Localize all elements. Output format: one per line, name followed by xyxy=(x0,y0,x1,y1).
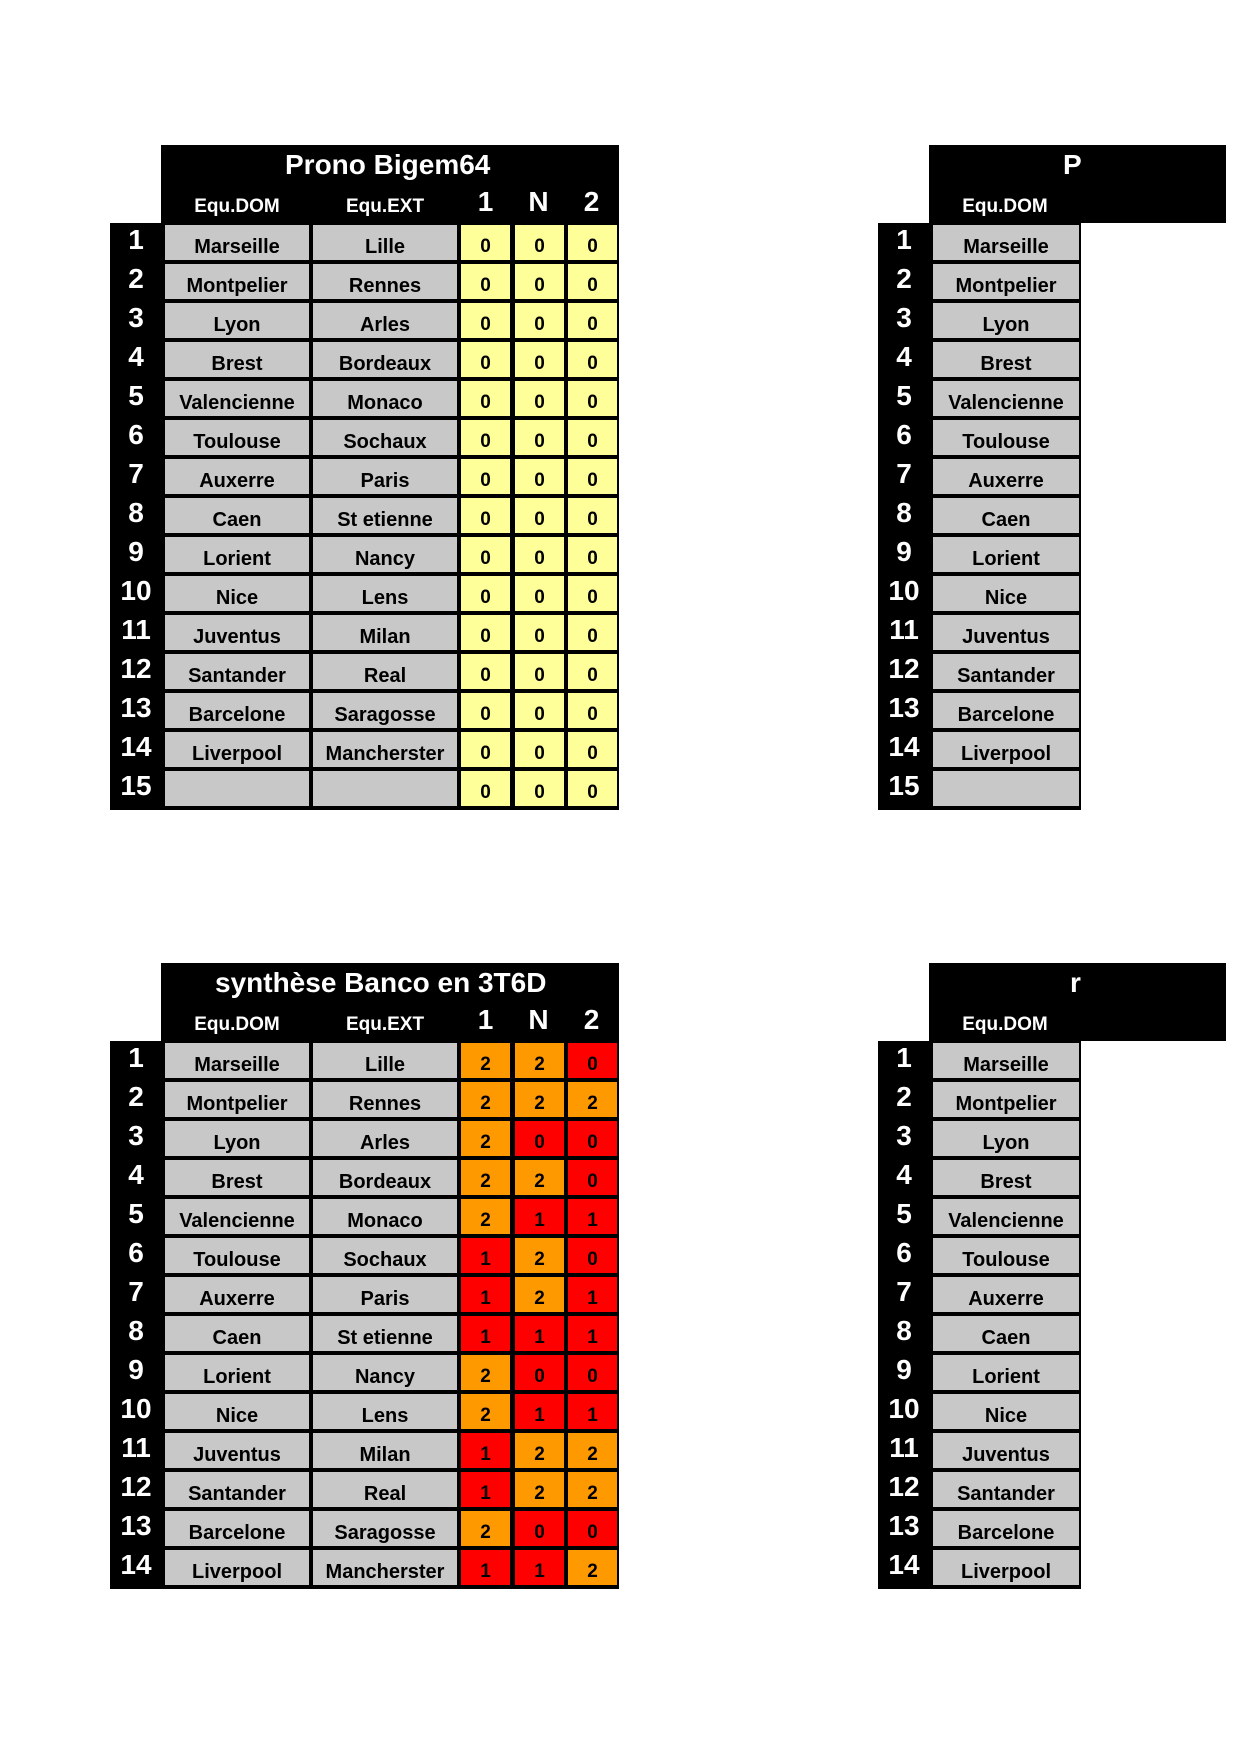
score-cell: 0 xyxy=(566,301,619,340)
home-team-cell: Valencienne xyxy=(931,379,1081,418)
score-cell: 0 xyxy=(513,1353,566,1392)
row-number: 7 xyxy=(878,1275,930,1314)
score-cell: 0 xyxy=(566,535,619,574)
score-cell: 2 xyxy=(566,1080,619,1119)
home-team-cell: Lorient xyxy=(931,1353,1081,1392)
partial-row xyxy=(0,1197,1241,1236)
score-cell: 0 xyxy=(513,769,566,808)
away-team-cell: Milan xyxy=(311,1431,459,1470)
home-team-cell: Brest xyxy=(931,1158,1081,1197)
score-cell: 2 xyxy=(566,1548,619,1587)
score-cell: 1 xyxy=(459,1470,512,1509)
score-cell: 0 xyxy=(459,574,512,613)
partial-row xyxy=(0,1275,1241,1314)
row-number: 3 xyxy=(110,301,162,340)
away-team-cell: Lens xyxy=(311,574,459,613)
score-cell: 1 xyxy=(459,1236,512,1275)
row-number: 4 xyxy=(878,340,930,379)
away-team-cell: Monaco xyxy=(311,1197,459,1236)
score-cell: 0 xyxy=(566,418,619,457)
score-cell: 1 xyxy=(459,1548,512,1587)
score-cell: 2 xyxy=(513,1080,566,1119)
home-team-cell: Santander xyxy=(163,652,311,691)
row-number: 14 xyxy=(878,1548,930,1587)
home-team-cell: Santander xyxy=(931,652,1081,691)
home-team-cell: Toulouse xyxy=(931,418,1081,457)
score-cell: 2 xyxy=(513,1470,566,1509)
partial-row xyxy=(0,769,1241,808)
away-team-cell: Saragosse xyxy=(311,691,459,730)
home-team-cell: Montpelier xyxy=(931,262,1081,301)
home-team-cell: Lyon xyxy=(931,1119,1081,1158)
away-team-cell: Milan xyxy=(311,613,459,652)
row-number: 9 xyxy=(110,1353,162,1392)
score-cell: 1 xyxy=(513,1548,566,1587)
score-cell: 0 xyxy=(566,1509,619,1548)
score-cell: 1 xyxy=(566,1314,619,1353)
row-number: 13 xyxy=(878,691,930,730)
partial-row xyxy=(0,340,1241,379)
score-cell: 1 xyxy=(513,1392,566,1431)
row-number: 2 xyxy=(878,262,930,301)
away-team-cell: St etienne xyxy=(311,496,459,535)
row-number: 10 xyxy=(878,1392,930,1431)
score-cell: 1 xyxy=(459,1275,512,1314)
partial-column-home-team: Equ.DOM xyxy=(962,196,1048,217)
home-team-cell: Juventus xyxy=(931,1431,1081,1470)
away-team-cell: Lens xyxy=(311,1392,459,1431)
score-cell: 0 xyxy=(513,613,566,652)
score-cell: 2 xyxy=(513,1236,566,1275)
table-title: synthèse Banco en 3T6D xyxy=(215,967,547,998)
partial-row xyxy=(0,457,1241,496)
partial-row xyxy=(0,1392,1241,1431)
partial-row xyxy=(0,223,1241,262)
score-cell: 2 xyxy=(459,1158,512,1197)
partial-row xyxy=(0,1548,1241,1587)
away-team-cell: Lille xyxy=(311,1041,459,1080)
row-number: 2 xyxy=(110,1080,162,1119)
score-cell: 0 xyxy=(459,301,512,340)
score-cell: 0 xyxy=(566,1119,619,1158)
away-team-cell: Saragosse xyxy=(311,1509,459,1548)
score-cell: 1 xyxy=(513,1314,566,1353)
home-team-cell: Nice xyxy=(163,1392,311,1431)
partial-row xyxy=(0,1314,1241,1353)
score-cell: 0 xyxy=(513,340,566,379)
score-cell: 0 xyxy=(513,691,566,730)
home-team-cell: Nice xyxy=(163,574,311,613)
column-home-team: Equ.DOM xyxy=(194,196,280,217)
row-number: 5 xyxy=(878,1197,930,1236)
partial-header-right xyxy=(1081,963,1226,1041)
partial-title-fragment: P xyxy=(1063,149,1082,180)
home-team-cell: Juventus xyxy=(163,613,311,652)
score-cell: 0 xyxy=(513,1119,566,1158)
partial-row xyxy=(0,574,1241,613)
score-cell: 0 xyxy=(459,652,512,691)
partial-row xyxy=(0,1158,1241,1197)
home-team-cell: Liverpool xyxy=(163,730,311,769)
score-cell: 0 xyxy=(566,223,619,262)
table-title: Prono Bigem64 xyxy=(285,149,491,180)
score-cell: 0 xyxy=(459,691,512,730)
score-cell: 0 xyxy=(513,379,566,418)
away-team-cell: Arles xyxy=(311,301,459,340)
home-team-cell: Caen xyxy=(163,496,311,535)
row-number: 12 xyxy=(878,1470,930,1509)
column-n: N xyxy=(528,1004,549,1035)
score-cell: 1 xyxy=(459,1431,512,1470)
row-number: 2 xyxy=(110,262,162,301)
column-2: 2 xyxy=(583,186,600,217)
home-team-cell: Toulouse xyxy=(163,418,311,457)
row-number: 15 xyxy=(110,769,162,808)
score-cell: 2 xyxy=(459,1353,512,1392)
home-team-cell: Caen xyxy=(931,1314,1081,1353)
partial-row xyxy=(0,301,1241,340)
score-cell: 2 xyxy=(459,1041,512,1080)
away-team-cell: Mancherster xyxy=(311,1548,459,1587)
home-team-cell: Marseille xyxy=(931,223,1081,262)
partial-row xyxy=(0,1041,1241,1080)
row-number: 11 xyxy=(110,1431,162,1470)
row-number: 5 xyxy=(878,379,930,418)
row-number: 5 xyxy=(110,1197,162,1236)
home-team-cell: Lorient xyxy=(163,1353,311,1392)
home-team-cell: Nice xyxy=(931,1392,1081,1431)
score-cell: 0 xyxy=(513,262,566,301)
score-cell: 0 xyxy=(566,769,619,808)
home-team-cell: Lyon xyxy=(163,1119,311,1158)
partial-row xyxy=(0,1431,1241,1470)
row-number: 8 xyxy=(878,1314,930,1353)
away-team-cell: Nancy xyxy=(311,535,459,574)
partial-row xyxy=(0,1470,1241,1509)
home-team-cell: Nice xyxy=(931,574,1081,613)
home-team-cell: Liverpool xyxy=(931,730,1081,769)
partial-row xyxy=(0,262,1241,301)
row-number: 9 xyxy=(878,535,930,574)
row-number: 14 xyxy=(110,730,162,769)
score-cell: 0 xyxy=(459,379,512,418)
score-cell: 1 xyxy=(459,1314,512,1353)
home-team-cell: Liverpool xyxy=(931,1548,1081,1587)
score-cell: 2 xyxy=(459,1509,512,1548)
home-team-cell: Toulouse xyxy=(163,1236,311,1275)
column-n: N xyxy=(528,186,549,217)
home-team-cell: Brest xyxy=(163,340,311,379)
row-number: 6 xyxy=(110,1236,162,1275)
score-cell: 0 xyxy=(566,652,619,691)
home-team-cell: Barcelone xyxy=(931,1509,1081,1548)
home-team-cell: Auxerre xyxy=(931,1275,1081,1314)
row-number: 1 xyxy=(110,1041,162,1080)
score-cell: 0 xyxy=(566,1236,619,1275)
score-cell: 0 xyxy=(513,535,566,574)
home-team-cell xyxy=(931,769,1081,808)
away-team-cell: Rennes xyxy=(311,1080,459,1119)
partial-row xyxy=(0,496,1241,535)
away-team-cell: Mancherster xyxy=(311,730,459,769)
score-cell: 0 xyxy=(566,574,619,613)
home-team-cell: Barcelone xyxy=(931,691,1081,730)
score-cell: 0 xyxy=(566,457,619,496)
score-cell: 2 xyxy=(513,1275,566,1314)
row-number: 9 xyxy=(110,535,162,574)
row-number: 14 xyxy=(110,1548,162,1587)
home-team-cell: Brest xyxy=(163,1158,311,1197)
row-number: 7 xyxy=(110,457,162,496)
away-team-cell: Paris xyxy=(311,457,459,496)
away-team-cell: Sochaux xyxy=(311,418,459,457)
row-number: 6 xyxy=(878,1236,930,1275)
home-team-cell: Marseille xyxy=(163,223,311,262)
column-home-team: Equ.DOM xyxy=(194,1014,280,1035)
away-team-cell: Rennes xyxy=(311,262,459,301)
score-cell: 0 xyxy=(459,457,512,496)
score-cell: 0 xyxy=(566,496,619,535)
row-number: 4 xyxy=(110,1158,162,1197)
away-team-cell: Monaco xyxy=(311,379,459,418)
home-team-cell: Juventus xyxy=(163,1431,311,1470)
away-team-cell: Paris xyxy=(311,1275,459,1314)
score-cell: 0 xyxy=(513,223,566,262)
score-cell: 0 xyxy=(513,1509,566,1548)
row-number: 11 xyxy=(878,1431,930,1470)
score-cell: 0 xyxy=(566,730,619,769)
row-number: 8 xyxy=(110,1314,162,1353)
score-cell: 0 xyxy=(513,457,566,496)
score-cell: 2 xyxy=(459,1197,512,1236)
home-team-cell: Lyon xyxy=(931,301,1081,340)
row-number: 13 xyxy=(110,1509,162,1548)
score-cell: 0 xyxy=(513,730,566,769)
home-team-cell: Valencienne xyxy=(163,379,311,418)
score-cell: 1 xyxy=(566,1392,619,1431)
column-1: 1 xyxy=(477,1004,494,1035)
score-cell: 0 xyxy=(459,418,512,457)
score-cell: 1 xyxy=(566,1275,619,1314)
row-number: 13 xyxy=(878,1509,930,1548)
score-cell: 2 xyxy=(566,1431,619,1470)
row-number: 7 xyxy=(110,1275,162,1314)
home-team-cell: Caen xyxy=(163,1314,311,1353)
away-team-cell: Bordeaux xyxy=(311,340,459,379)
partial-row xyxy=(0,1509,1241,1548)
table-header xyxy=(161,963,619,1043)
partial-row xyxy=(0,613,1241,652)
row-number: 4 xyxy=(110,340,162,379)
row-number: 5 xyxy=(110,379,162,418)
row-number: 7 xyxy=(878,457,930,496)
home-team-cell: Auxerre xyxy=(163,457,311,496)
row-number: 12 xyxy=(110,652,162,691)
row-number: 8 xyxy=(110,496,162,535)
home-team-cell: Barcelone xyxy=(163,1509,311,1548)
row-number: 10 xyxy=(878,574,930,613)
home-team-cell: Brest xyxy=(931,340,1081,379)
score-cell: 0 xyxy=(566,691,619,730)
home-team-cell: Lyon xyxy=(163,301,311,340)
home-team-cell: Santander xyxy=(931,1470,1081,1509)
score-cell: 0 xyxy=(459,535,512,574)
partial-title-fragment: r xyxy=(1070,967,1081,998)
home-team-cell: Toulouse xyxy=(931,1236,1081,1275)
column-away-team: Equ.EXT xyxy=(345,1014,425,1035)
partial-row xyxy=(0,1353,1241,1392)
away-team-cell: Real xyxy=(311,1470,459,1509)
score-cell: 2 xyxy=(513,1158,566,1197)
home-team-cell: Lorient xyxy=(931,535,1081,574)
away-team-cell: Arles xyxy=(311,1119,459,1158)
row-number: 10 xyxy=(110,574,162,613)
home-team-cell: Auxerre xyxy=(163,1275,311,1314)
score-cell: 0 xyxy=(459,613,512,652)
row-number: 1 xyxy=(110,223,162,262)
score-cell: 0 xyxy=(459,496,512,535)
away-team-cell: Sochaux xyxy=(311,1236,459,1275)
score-cell: 2 xyxy=(459,1119,512,1158)
score-cell: 0 xyxy=(566,340,619,379)
score-cell: 0 xyxy=(459,262,512,301)
partial-row xyxy=(0,1236,1241,1275)
row-number: 15 xyxy=(878,769,930,808)
home-team-cell: Marseille xyxy=(163,1041,311,1080)
score-cell: 0 xyxy=(459,730,512,769)
home-team-cell: Marseille xyxy=(931,1041,1081,1080)
partial-row xyxy=(0,730,1241,769)
score-cell: 0 xyxy=(513,496,566,535)
home-team-cell: Auxerre xyxy=(931,457,1081,496)
away-team-cell: Lille xyxy=(311,223,459,262)
score-cell: 2 xyxy=(566,1470,619,1509)
column-away-team: Equ.EXT xyxy=(345,196,425,217)
home-team-cell: Montpelier xyxy=(163,262,311,301)
row-number: 1 xyxy=(878,223,930,262)
score-cell: 0 xyxy=(566,1041,619,1080)
row-number: 12 xyxy=(110,1470,162,1509)
partial-header-right xyxy=(1081,145,1226,223)
home-team-cell: Liverpool xyxy=(163,1548,311,1587)
table-header xyxy=(161,145,619,225)
row-number: 6 xyxy=(878,418,930,457)
row-number: 11 xyxy=(110,613,162,652)
row-number: 14 xyxy=(878,730,930,769)
score-cell: 0 xyxy=(566,262,619,301)
column-2: 2 xyxy=(583,1004,600,1035)
partial-row xyxy=(0,1119,1241,1158)
home-team-cell: Barcelone xyxy=(163,691,311,730)
score-cell: 0 xyxy=(566,1158,619,1197)
row-number: 11 xyxy=(878,613,930,652)
partial-row xyxy=(0,1080,1241,1119)
row-number: 3 xyxy=(878,301,930,340)
score-cell: 0 xyxy=(459,340,512,379)
row-number: 13 xyxy=(110,691,162,730)
away-team-cell: St etienne xyxy=(311,1314,459,1353)
home-team-cell: Juventus xyxy=(931,613,1081,652)
row-number: 4 xyxy=(878,1158,930,1197)
away-team-cell: Bordeaux xyxy=(311,1158,459,1197)
away-team-cell: Nancy xyxy=(311,1353,459,1392)
row-number: 3 xyxy=(878,1119,930,1158)
away-team-cell: Real xyxy=(311,652,459,691)
partial-row xyxy=(0,535,1241,574)
partial-row xyxy=(0,379,1241,418)
score-cell: 0 xyxy=(566,379,619,418)
row-number: 2 xyxy=(878,1080,930,1119)
row-number: 9 xyxy=(878,1353,930,1392)
score-cell: 2 xyxy=(459,1392,512,1431)
score-cell: 0 xyxy=(566,1353,619,1392)
score-cell: 2 xyxy=(513,1431,566,1470)
score-cell: 0 xyxy=(513,574,566,613)
partial-column-home-team: Equ.DOM xyxy=(962,1014,1048,1035)
score-cell: 0 xyxy=(513,652,566,691)
home-team-cell: Santander xyxy=(163,1470,311,1509)
home-team-cell: Valencienne xyxy=(931,1197,1081,1236)
partial-row xyxy=(0,652,1241,691)
partial-row xyxy=(0,691,1241,730)
row-number: 12 xyxy=(878,652,930,691)
home-team-cell: Montpelier xyxy=(163,1080,311,1119)
row-number: 8 xyxy=(878,496,930,535)
row-number: 1 xyxy=(878,1041,930,1080)
score-cell: 2 xyxy=(513,1041,566,1080)
row-number: 3 xyxy=(110,1119,162,1158)
home-team-cell: Montpelier xyxy=(931,1080,1081,1119)
score-cell: 1 xyxy=(566,1197,619,1236)
partial-row xyxy=(0,418,1241,457)
home-team-cell: Lorient xyxy=(163,535,311,574)
row-number: 6 xyxy=(110,418,162,457)
row-number: 10 xyxy=(110,1392,162,1431)
score-cell: 2 xyxy=(459,1080,512,1119)
score-cell: 0 xyxy=(459,769,512,808)
score-cell: 1 xyxy=(513,1197,566,1236)
score-cell: 0 xyxy=(513,301,566,340)
score-cell: 0 xyxy=(513,418,566,457)
score-cell: 0 xyxy=(566,613,619,652)
column-1: 1 xyxy=(477,186,494,217)
home-team-cell: Valencienne xyxy=(163,1197,311,1236)
score-cell: 0 xyxy=(459,223,512,262)
home-team-cell: Caen xyxy=(931,496,1081,535)
